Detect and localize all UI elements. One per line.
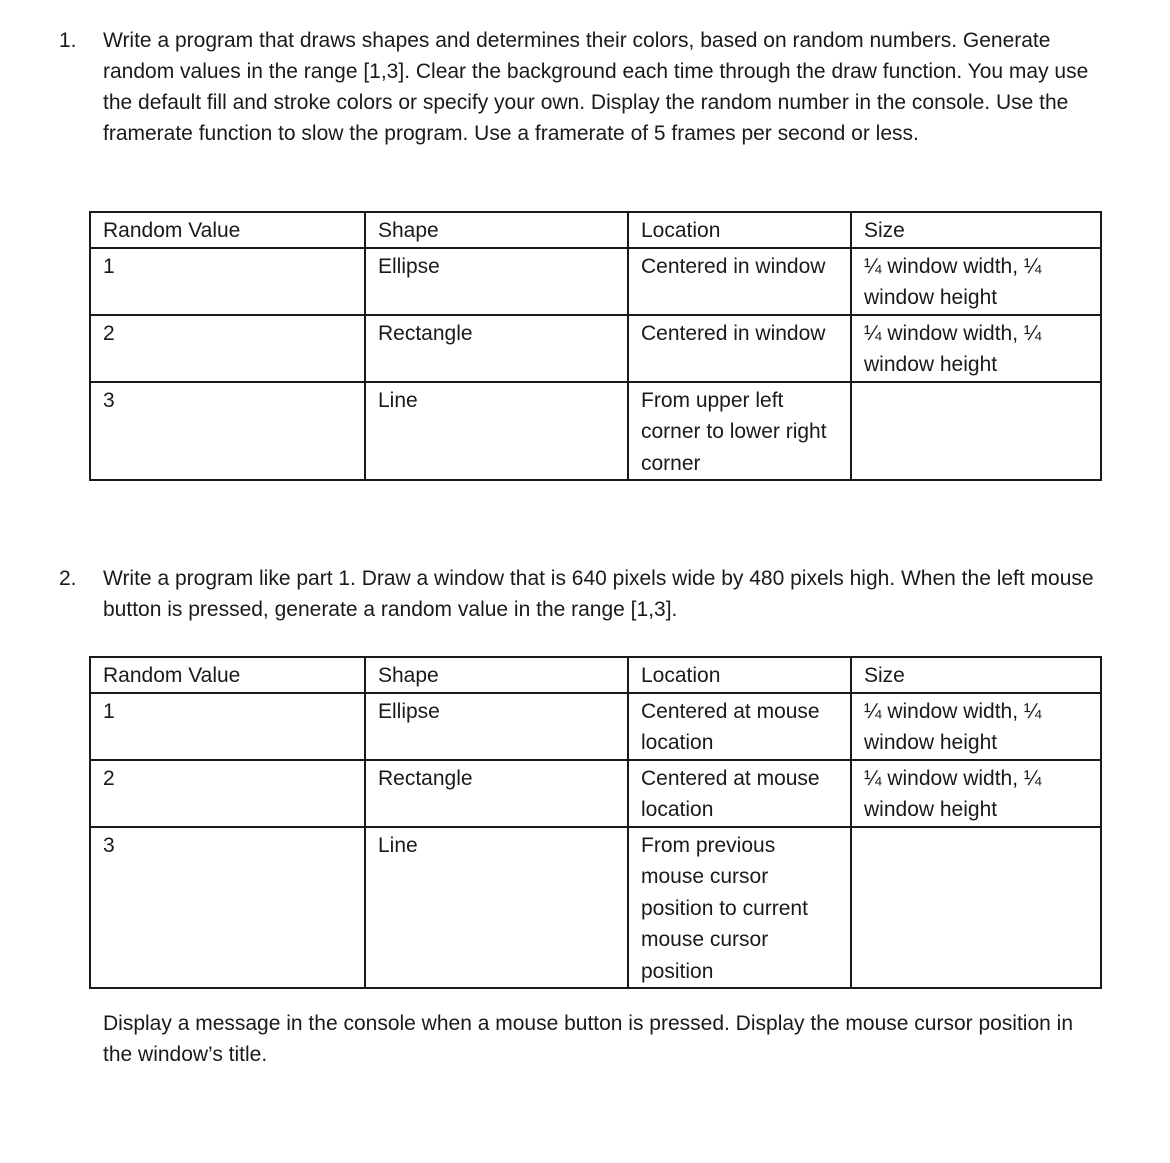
table-row bbox=[90, 248, 1101, 315]
task-1-table bbox=[89, 211, 1102, 481]
task-2-description: Write a program like part 1. Draw a window that is 640 pixels wide by 480 pixels high. When the left mouse button is pressed, generate a random value in the range [1,3]. bbox=[103, 567, 1094, 621]
header-shape: Shape bbox=[365, 212, 628, 248]
table-row bbox=[90, 315, 1101, 382]
header-size: Size bbox=[851, 212, 1101, 248]
table-row bbox=[90, 827, 1101, 989]
cell-location: Centered in window bbox=[628, 315, 851, 382]
cell-shape: Rectangle bbox=[365, 760, 628, 827]
cell-location: Centered at mouse location bbox=[628, 693, 851, 760]
cell-shape: Ellipse bbox=[365, 248, 628, 315]
table-row bbox=[90, 760, 1101, 827]
cell-shape: Ellipse bbox=[365, 693, 628, 760]
cell-size: ¼ window width, ¼ window height bbox=[851, 315, 1101, 382]
cell-random-value: 2 bbox=[90, 760, 365, 827]
header-location: Location bbox=[628, 212, 851, 248]
table-header-row bbox=[90, 212, 1101, 248]
cell-size: ¼ window width, ¼ window height bbox=[851, 760, 1101, 827]
cell-shape: Rectangle bbox=[365, 315, 628, 382]
cell-random-value: 3 bbox=[90, 827, 365, 989]
cell-location: Centered at mouse location bbox=[628, 760, 851, 827]
cell-location: From previous mouse cursor position to current mouse cursor position bbox=[628, 827, 851, 989]
table-row bbox=[90, 382, 1101, 481]
cell-random-value: 1 bbox=[90, 693, 365, 760]
cell-random-value: 3 bbox=[90, 382, 365, 481]
cell-size: ¼ window width, ¼ window height bbox=[851, 693, 1101, 760]
table-row bbox=[90, 693, 1101, 760]
cell-size bbox=[851, 827, 1101, 989]
table-header-row bbox=[90, 657, 1101, 693]
header-shape: Shape bbox=[365, 657, 628, 693]
cell-random-value: 2 bbox=[90, 315, 365, 382]
cell-location: Centered in window bbox=[628, 248, 851, 315]
header-random-value: Random Value bbox=[90, 212, 365, 248]
task-1-description: Write a program that draws shapes and determines their colors, based on random numbers. Generate random values in the range [1,3]. Clear the background each time through the draw function. You may use the default fill and stroke colors or specify your own. Display the random number in the console. Use the framerate function to slow the program. Use a framerate of 5 frames per second or less. bbox=[103, 29, 1089, 145]
cell-size bbox=[851, 382, 1101, 481]
task-2-number: 2. bbox=[59, 567, 77, 590]
cell-location: From upper left corner to lower right corner bbox=[628, 382, 851, 481]
header-size: Size bbox=[851, 657, 1101, 693]
header-location: Location bbox=[628, 657, 851, 693]
cell-shape: Line bbox=[365, 382, 628, 481]
cell-shape: Line bbox=[365, 827, 628, 989]
task-2-note: Display a message in the console when a mouse button is pressed. Display the mouse cursor position in the window’s title. bbox=[103, 1012, 1074, 1066]
task-2-table bbox=[89, 656, 1102, 989]
cell-size: ¼ window width, ¼ window height bbox=[851, 248, 1101, 315]
cell-random-value: 1 bbox=[90, 248, 365, 315]
header-random-value: Random Value bbox=[90, 657, 365, 693]
task-1-number: 1. bbox=[59, 29, 77, 52]
